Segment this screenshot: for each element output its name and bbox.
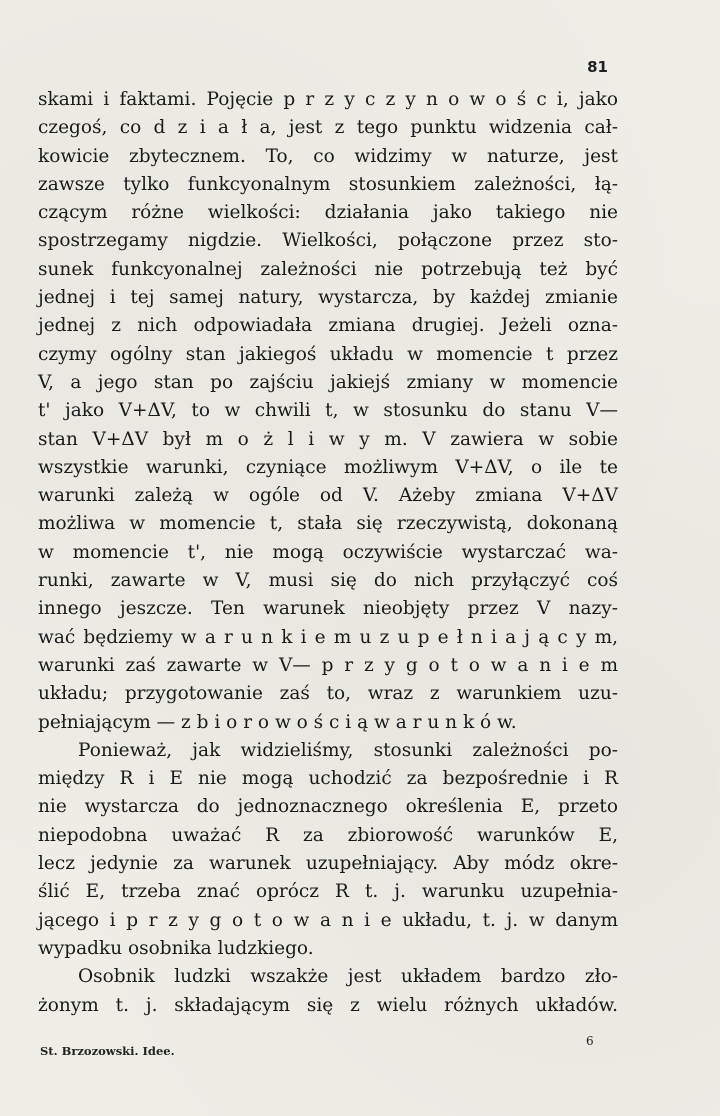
text-line: układu; przygotowanie zaś to, wraz z warunkiem uzu- — [38, 683, 618, 705]
text-line: między R i E nie mogą uchodzić za bezpośrednie i R — [38, 768, 618, 790]
text-line: warunki zaś zawarte w V— p r z y g o t o w a n i e m — [38, 654, 618, 676]
text-line: Ponieważ, jak widzieliśmy, stosunki zależności po- — [78, 739, 618, 761]
text-line: innego jeszcze. Ten warunek nieobjęty przez V nazy- — [38, 598, 618, 620]
text-line: czącym różne wielkości: działania jako takiego nie — [38, 202, 618, 224]
text-line: stan V+ΔV był m o ż l i w y m. V zawiera w sobie — [38, 428, 618, 450]
body-text — [38, 86, 618, 1020]
text-line: możliwa w momencie t, stała się rzeczywistą, dokonaną — [38, 513, 618, 535]
text-line: Osobnik ludzki wszakże jest układem bardzo zło- — [78, 966, 618, 988]
page-number: 81 — [587, 58, 608, 76]
text-line: runki, zawarte w V, musi się do nich przyłączyć coś — [38, 570, 618, 592]
text-line: niepodobna uważać R za zbiorowość warunków E, — [38, 824, 618, 846]
text-line: nie wystarcza do jednoznacznego określenia E, przeto — [38, 796, 618, 818]
text-line: skami i faktami. Pojęcie p r z y c z y n o w o ś c i, jako — [38, 89, 618, 110]
text-line: jącego i p r z y g o t o w a n i e układu, t. j. w danym — [38, 909, 618, 931]
text-line: jednej i tej samej natury, wystarcza, by każdej zmianie — [38, 287, 618, 309]
text-line: pełniającym — z b i o r o w o ś c i ą w a r u n k ó w. — [38, 711, 517, 733]
text-line: ślić E, trzeba znać oprócz R t. j. warunku uzupełnia- — [38, 881, 618, 903]
text-line: w momencie t', nie mogą oczywiście wystarczać wa- — [38, 541, 618, 563]
text-line: jednej z nich odpowiadała zmiana drugiej. Jeżeli ozna- — [38, 315, 618, 337]
text-line: lecz jedynie za warunek uzupełniający. Aby módz okre- — [38, 853, 618, 875]
text-line: warunki zależą w ogóle od V. Ażeby zmiana V+ΔV — [38, 485, 618, 507]
text-line: czegoś, co d z i a ł a, jest z tego punktu widzenia cał- — [38, 117, 618, 139]
text-line: zawsze tylko funkcyonalnym stosunkiem zależności, łą- — [38, 173, 618, 195]
signature-number: 6 — [586, 1034, 594, 1048]
text-line: żonym t. j. składającym się z wielu różnych układów. — [38, 994, 618, 1016]
text-line: czymy ogólny stan jakiegoś układu w momencie t przez — [38, 343, 618, 365]
text-line: spostrzegamy nigdzie. Wielkości, połączone przez sto- — [38, 230, 618, 252]
text-line: t' jako V+ΔV, to w chwili t, w stosunku do stanu V— — [38, 400, 618, 422]
text-line: wać będziemy w a r u n k i e m u z u p e ł n i a j ą c y m, — [38, 626, 618, 648]
text-line: sunek funkcyonalnej zależności nie potrzebują też być — [38, 258, 618, 280]
footer-signature: St. Brzozowski. Idee. — [40, 1044, 175, 1058]
text-line: wypadku osobnika ludzkiego. — [38, 937, 314, 959]
text-line: V, a jego stan po zajściu jakiejś zmiany w momencie — [38, 371, 618, 393]
text-line: wszystkie warunki, czyniące możliwym V+ΔV, o ile te — [38, 456, 618, 478]
text-line: kowicie zbytecznem. To, co widzimy w naturze, jest — [38, 145, 618, 167]
